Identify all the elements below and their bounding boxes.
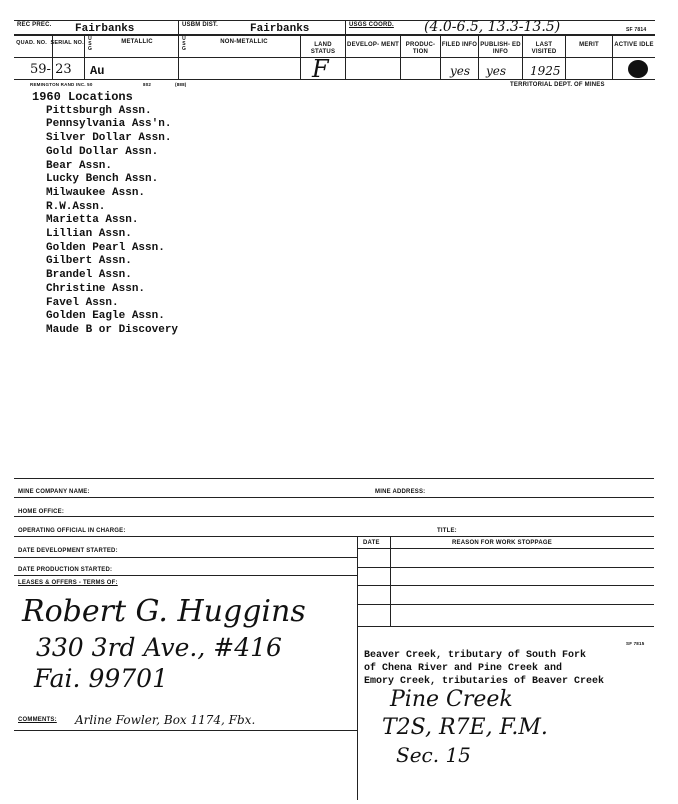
handwritten-township: T2S, R7E, F.M. <box>382 715 548 740</box>
list-item: Silver Dollar Assn. <box>46 132 172 145</box>
mine-address-label: MINE ADDRESS: <box>375 489 426 495</box>
list-item: Gilbert Assn. <box>46 255 132 268</box>
location-note-line-1: Beaver Creek, tributary of South Fork <box>364 650 587 661</box>
handwritten-section: Sec. 15 <box>396 743 471 767</box>
usbm-dist-label: USBM DIST. <box>182 22 219 28</box>
published-info-value: yes <box>486 64 507 78</box>
quad-serial-value: 59- 23 <box>30 62 72 77</box>
development-header: DEVELOP- MENT <box>347 42 399 48</box>
stoppage-row-2 <box>357 585 654 586</box>
production-header: PRODUC- TION <box>405 42 436 55</box>
official-rule <box>14 536 654 537</box>
printer-code-2: (888) <box>175 82 187 87</box>
title-label: TITLE: <box>437 528 457 534</box>
rec-prec-label: REC PREC. <box>17 22 52 28</box>
list-item: Gold Dollar Assn. <box>46 145 159 158</box>
list-item: R.W.Assn. <box>46 200 106 213</box>
active-idle-mark <box>628 60 648 78</box>
department-label: TERRITORIAL DEPT. OF MINES <box>510 82 605 88</box>
usgs-coord-label: USGS COORD. <box>349 22 394 28</box>
handwritten-creek: Pine Creek <box>390 687 513 712</box>
usg-marker-metallic: U S G <box>87 36 93 52</box>
stoppage-row-3 <box>357 604 654 605</box>
list-item: Favel Assn. <box>46 296 119 309</box>
handwritten-city-zip: Fai. 99701 <box>34 664 168 693</box>
merit-header: MERIT <box>579 42 599 48</box>
col-divider-metallic <box>178 35 179 79</box>
list-item: Milwaukee Assn. <box>46 186 146 199</box>
note-left-border <box>357 626 358 800</box>
list-item: Marietta Assn. <box>46 214 139 227</box>
header-divider-2 <box>345 20 346 34</box>
operating-official-label: OPERATING OFFICIAL IN CHARGE: <box>18 528 126 534</box>
reason-column-header: REASON FOR WORK STOPPAGE <box>452 540 552 546</box>
home-office-label: HOME OFFICE: <box>18 509 65 515</box>
form-number-2: SF 7815 <box>626 641 645 646</box>
header-divider-1 <box>178 20 179 34</box>
list-item: Lillian Assn. <box>46 228 132 241</box>
stoppage-header-rule <box>357 548 654 549</box>
usgs-coord-value: (4.0-6.5, 13.3-13.5) <box>424 19 561 35</box>
prod-started-rule <box>14 575 357 576</box>
company-bottom-rule <box>14 497 654 498</box>
metallic-value: Au <box>90 64 105 78</box>
usbm-dist-value: Fairbanks <box>250 23 310 35</box>
land-status-value: F <box>312 55 329 83</box>
columns-bottom-rule <box>14 57 655 58</box>
locations-list <box>32 91 178 338</box>
land-status-header: LAND STATUS <box>310 42 336 55</box>
list-item: Christine Assn. <box>46 282 146 295</box>
handwritten-name: Robert G. Huggins <box>22 594 306 629</box>
list-item: Pennsylvania Ass'n. <box>46 118 172 131</box>
record-bottom-rule <box>14 79 655 80</box>
date-prod-started-label: DATE PRODUCTION STARTED: <box>18 567 113 573</box>
list-item: Lucky Bench Assn. <box>46 173 159 186</box>
nonmetallic-header: NON-METALLIC <box>220 39 268 45</box>
col-divider-serial <box>84 35 85 79</box>
col-divider-nonmetallic <box>300 35 301 79</box>
printer-mark: REMINGTON RAND INC. 50 <box>30 82 93 87</box>
usg-marker-nonmetallic: U S G <box>181 36 187 52</box>
list-item: Brandel Assn. <box>46 269 132 282</box>
quad-serial-header: QUAD. NO. SERIAL NO. <box>16 40 84 46</box>
stoppage-row-1 <box>357 567 654 568</box>
location-note-line-3: Emory Creek, tributaries of Beaver Creek <box>364 676 605 687</box>
stoppage-date-divider <box>390 536 391 627</box>
date-dev-started-label: DATE DEVELOPMENT STARTED: <box>18 548 118 554</box>
mine-company-name-label: MINE COMPANY NAME: <box>18 489 90 495</box>
list-item: Maude B or Discovery <box>46 323 179 336</box>
lower-top-rule <box>14 478 654 479</box>
location-note-line-2: of Chena River and Pine Creek and <box>364 663 563 674</box>
rec-prec-value: Fairbanks <box>75 23 135 35</box>
comments-value: Arline Fowler, Box 1174, Fbx. <box>75 713 256 727</box>
list-item: Bear Assn. <box>46 159 113 172</box>
active-idle-header: ACTIVE IDLE <box>614 42 654 48</box>
comments-label: COMMENTS: <box>18 717 57 723</box>
date-column-header: DATE <box>363 540 380 546</box>
home-office-rule <box>14 516 654 517</box>
list-item: Pittsburgh Assn. <box>46 104 152 117</box>
locations-title: 1960 Locations <box>32 90 133 104</box>
handwritten-street: 330 3rd Ave., #416 <box>36 633 282 662</box>
form-number: SF 7814 <box>626 27 647 33</box>
last-visited-header: LAST VISITED <box>531 42 557 55</box>
last-visited-value: 1925 <box>530 64 561 78</box>
comments-rule <box>14 730 357 731</box>
filed-info-header: FILED INFO <box>441 42 478 48</box>
printer-code-1: 802 <box>143 82 152 87</box>
stoppage-left-border <box>357 536 358 627</box>
stoppage-row-4 <box>357 626 654 627</box>
metallic-header: METALLIC <box>121 39 153 45</box>
list-item: Golden Eagle Assn. <box>46 310 165 323</box>
list-item: Golden Pearl Assn. <box>46 241 165 254</box>
dev-started-rule <box>14 557 357 558</box>
filed-info-value: yes <box>450 64 471 78</box>
published-info-header: PUBLISH- ED INFO <box>480 42 521 55</box>
leases-label: LEASES & OFFERS - TERMS OF: <box>18 580 118 586</box>
